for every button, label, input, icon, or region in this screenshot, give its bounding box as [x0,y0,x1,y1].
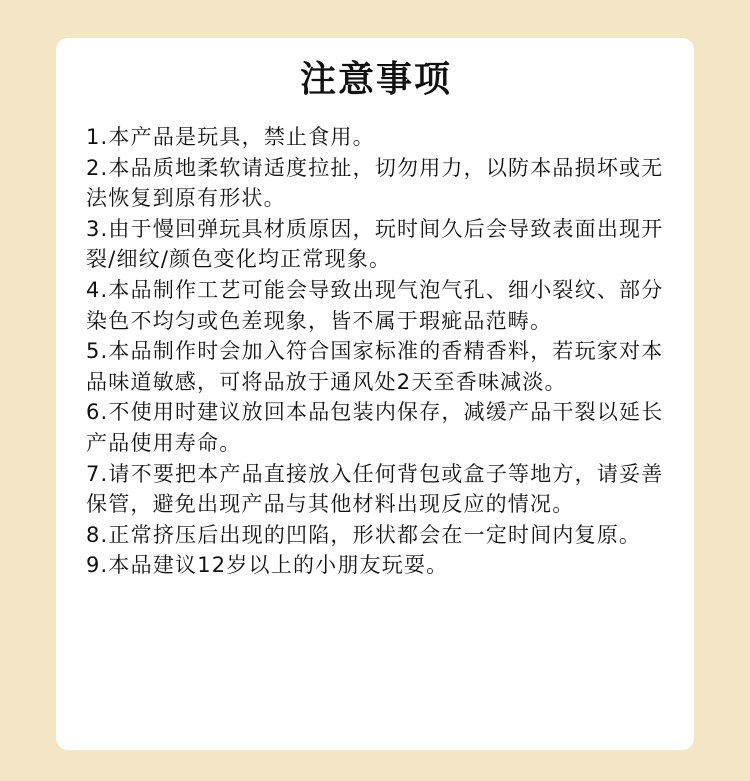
note-item-9: 9.本品建议12岁以上的小朋友玩耍。 [86,553,449,578]
note-item-1: 1.本产品是玩具，禁止食用。 [86,125,375,149]
note-item-6: 6.不使用时建议放回本品包装内保存，减缓产品干裂以延长产品使用寿命。 [86,400,664,455]
note-item-7: 7.请不要把本产品直接放入任何背包或盒子等地方，请妥善保管，避免出现产品与其他材料出现反应的情况。 [86,461,664,517]
notes-list [86,122,666,581]
page-title: 注意事项 [299,59,452,100]
note-item-4: 4.本品制作工艺可能会导致出现气泡气孔、细小裂纹、部分染色不均匀或色差现象，皆不属于瑕疵品范畴。 [86,277,664,333]
note-item-5: 5.本品制作时会加入符合国家标准的香精香料，若玩家对本品味道敏感，可将品放于通风处2天至香味减淡。 [86,339,664,394]
notice-card [56,38,694,750]
note-item-8: 8.正常挤压后出现的凹陷，形状都会在一定时间内复原。 [86,522,642,547]
note-item-2: 2.本品质地柔软请适度拉扯，切勿用力，以防本品损坏或无法恢复到原有形状。 [86,155,664,211]
note-item-3: 3.由于慢回弹玩具材质原因，玩时间久后会导致表面出现开裂/细纹/颜色变化均正常现象。 [86,216,664,272]
